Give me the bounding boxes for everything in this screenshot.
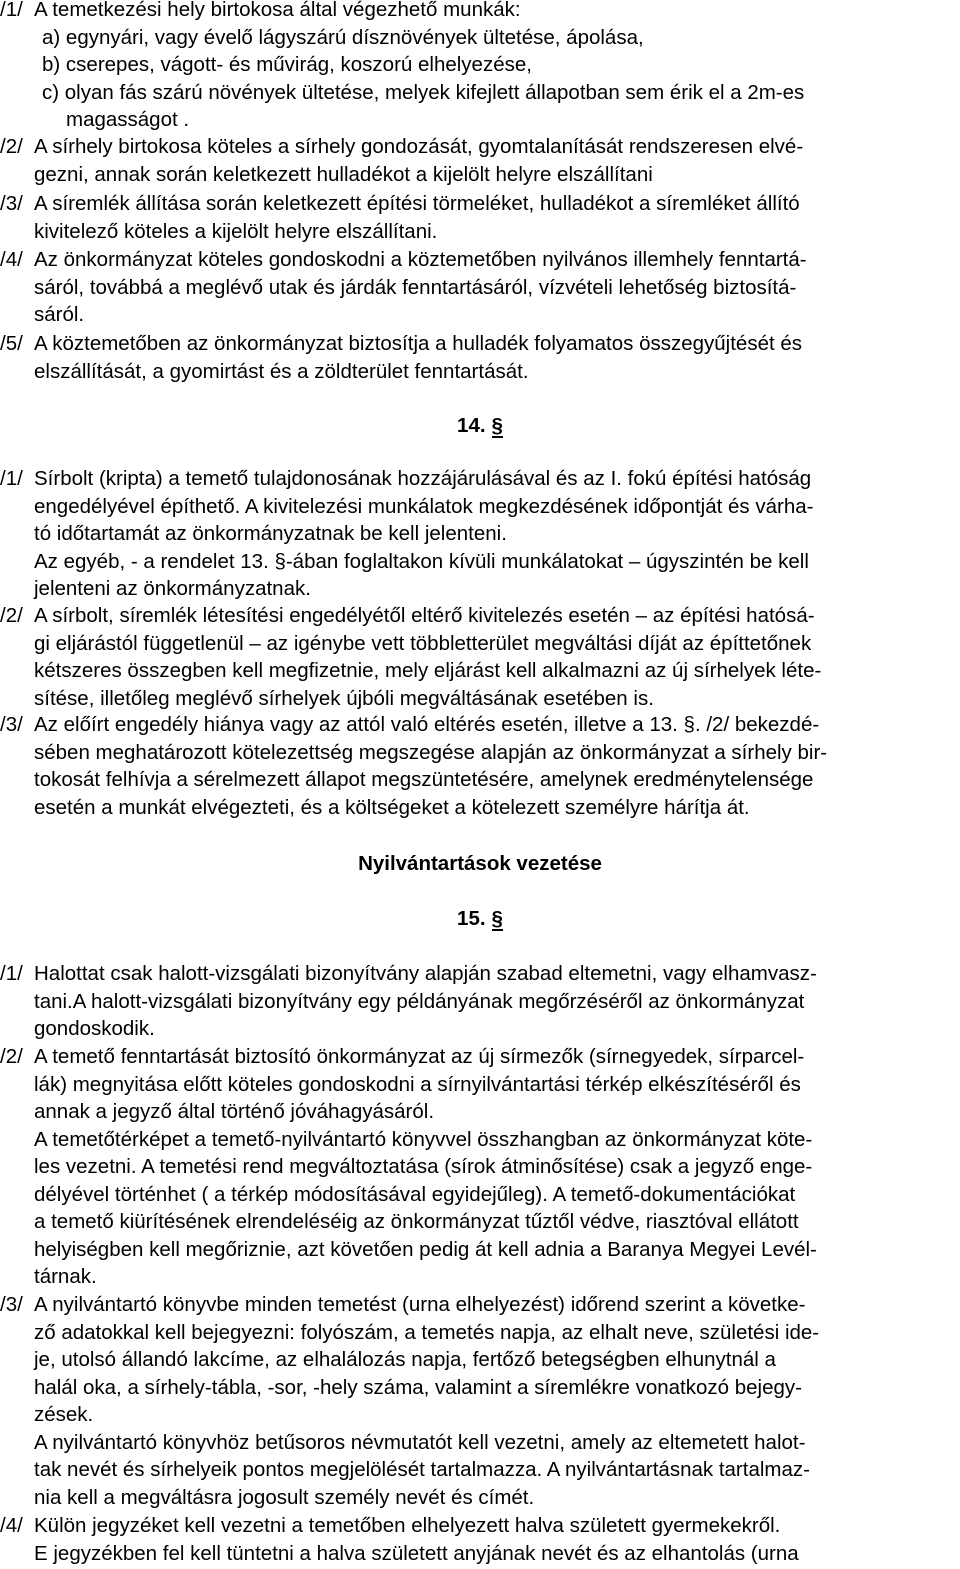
paragraph-15-3 [0,1291,960,1511]
section-heading-14 [0,412,960,440]
text-line: je, utolsó állandó lakcíme, az elhalálozás napja, fertőző betegségben elhunytnál a [34,1348,776,1371]
paragraph-13-5 [0,330,960,385]
text-line: engedélyével építhető. A kivitelezési munkálatok megkezdésének időpontját és várha- [34,494,814,518]
text-line: Sírbolt (kripta) a temető tulajdonosának hozzájárulásával és az I. fokú építési hatóság [34,467,812,490]
text-line: sében meghatározott kötelezettség megszegése alapján az önkormányzat a sírhely bir- [34,740,828,764]
paragraph-number: /5/ [0,332,23,355]
text-line: A nyilvántartó könyvhöz betűsoros névmutatót kell vezetni, amely az eltemetett halot- [34,1430,806,1454]
text-line: Halottat csak halott-vizsgálati bizonyítvány alapján szabad eltemetni, vagy elhamvasz- [34,962,817,985]
paragraph-number: /4/ [0,248,23,271]
text-line: délyével történhet ( a térkép módosításával egyidejűleg). A temető-dokumentációkat [34,1182,796,1206]
list-item: a) egynyári, vagy évelő lágyszárú dísznövények ültetése, ápolása, [42,25,644,49]
text-line: esetén a munkát elvégezteti, és a költségeket a kötelezett személyre hárítja át. [34,795,750,819]
list-item: b) cserepes, vágott- és művirág, koszorú elhelyezése, [42,53,532,76]
text-line: sáról, továbbá a meglévő utak és járdák fenntartásáról, vízvételi lehetőség biztosítá- [34,275,797,299]
paragraph-15-4 [0,1512,960,1567]
paragraph-number: /2/ [0,604,23,627]
section-sign: § [491,414,503,437]
section-heading-15 [0,905,960,933]
text-line: elszállítását, a gyomirtást és a zöldterület fenntartását. [34,359,529,383]
section-number: 15. [457,907,486,930]
paragraph-14-1 [0,465,960,603]
paragraph-15-2 [0,1043,960,1291]
text-line: jelenteni az önkormányzatnak. [34,577,311,600]
paragraph-number: /3/ [0,713,23,736]
text-line: sáról. [34,303,85,326]
text-line: Külön jegyzéket kell vezetni a temetőben elhelyezett halva született gyermekekről. [34,1514,781,1537]
text-line: kivitelező köteles a kijelölt helyre elszállítani. [34,219,438,243]
paragraph-13-3 [0,190,960,245]
text-line: helyiségben kell megőriznie, azt követően pedig át kell adnia a Baranya Megyei Levél- [34,1237,817,1261]
text-line: A sírhely birtokosa köteles a sírhely gondozását, gyomtalanítását rendszeresen elvé- [34,135,804,158]
list-item: c) olyan fás szárú növények ültetése, melyek kifejlett állapotban sem érik el a 2m-es [42,80,805,104]
text-line: Az önkormányzat köteles gondoskodni a köztemetőben nyilvános illemhely fenntartá- [34,248,807,271]
text-line: gezni, annak során keletkezett hulladékot a kijelölt helyre elszállítani [34,162,653,186]
paragraph-number: /3/ [0,192,23,215]
section-title: Nyilvántartások vezetése [358,852,602,875]
paragraph-14-3 [0,711,960,821]
text-line: halál oka, a sírhely-tábla, -sor, -hely száma, valamint a síremlékre vonatkozó bejegy- [34,1375,802,1399]
paragraph-number: /2/ [0,1045,23,1068]
text-line: A köztemetőben az önkormányzat biztosítja a hulladék folyamatos összegyűjtését és [34,332,803,355]
text-line: tokosát felhívja a sérelmezett állapot megszüntetésére, amelynek eredménytelensége [34,768,814,791]
text-line: A temetkezési hely birtokosa által végezhető munkák: [34,0,521,21]
text-line: nia kell a megváltásra jogosult személy nevét és címét. [34,1485,535,1509]
text-line: gondoskodik. [34,1017,155,1040]
text-line: tak nevét és sírhelyeik pontos megjelölését tartalmazza. A nyilvántartásnak tartalmaz- [34,1458,810,1481]
text-line: ző adatokkal kell bejegyezni: folyószám, a temetés napja, az elhalt neve, születési ide- [34,1320,820,1344]
text-line: A temetőtérképet a temető-nyilvántartó könyvvel összhangban az önkormányzat köte- [34,1127,813,1151]
text-line: tani.A halott-vizsgálati bizonyítvány egy példányának megőrzéséről az önkormányzat [34,989,805,1013]
text-line: sítése, illetőleg meglévő sírhelyek újbóli megváltásának esetében is. [34,686,654,710]
text-line: A sírbolt, síremlék létesítési engedélyétől eltérő kivitelezés esetén – az építési hatósá- [34,604,815,627]
paragraph-number: /3/ [0,1293,23,1316]
paragraph-14-2 [0,602,960,712]
paragraph-13-4 [0,246,960,329]
text-line: gi eljárástól függetlenül – az igénybe vett többletterület megváltási díját az építtetőnek [34,631,812,655]
text-line: A síremlék állítása során keletkezett építési törmeléket, hulladékot a síremléket állító [34,192,800,215]
text-line: zések. [34,1403,94,1426]
text-line: E jegyzékben fel kell tüntetni a halva született anyjának nevét és az elhantolás (urna [34,1541,799,1565]
text-line: Az egyéb, - a rendelet 13. §-ában foglaltakon kívüli munkálatokat – úgyszintén be kell [34,549,809,573]
paragraph-number: /1/ [0,0,23,21]
paragraph-number: /4/ [0,1514,23,1537]
paragraph-number: /2/ [0,135,23,158]
paragraph-15-1 [0,960,960,1043]
section-number: 14. [457,414,486,437]
paragraph-13-1 [0,0,960,134]
text-line: tárnak. [34,1265,97,1288]
section-sign: § [491,907,503,930]
text-line: A temető fenntartását biztosító önkormányzat az új sírmezők (sírnegyedek, sírparcel- [34,1045,805,1068]
text-line: annak a jegyző által történő jóváhagyásáról. [34,1100,435,1123]
paragraph-number: /1/ [0,962,23,985]
text-line: a temető kiürítésének elrendeléséig az önkormányzat tűztől védve, riasztóval ellátott [34,1210,799,1233]
text-line: A nyilvántartó könyvbe minden temetést (urna elhelyezést) időrend szerint a követke- [34,1293,806,1316]
paragraph-13-2 [0,133,960,188]
text-line: kétszeres összegben kell megfizetnie, mely eljárást kell alkalmazni az új sírhelyek léte- [34,659,822,682]
text-line: tó időtartamát az önkormányzatnak be kell jelenteni. [34,522,507,545]
text-line: Az előírt engedély hiánya vagy az attól való eltérés esetén, illetve a 13. §. /2/ bekezdé- [34,713,820,736]
list-item: magasságot . [66,108,190,131]
text-line: les vezetni. A temetési rend megváltoztatása (sírok átminősítése) csak a jegyző enge- [34,1155,813,1178]
text-line: lák) megnyitása előtt köteles gondoskodni a sírnyilvántartási térkép elkészítéséről és [34,1072,801,1096]
paragraph-number: /1/ [0,467,23,490]
